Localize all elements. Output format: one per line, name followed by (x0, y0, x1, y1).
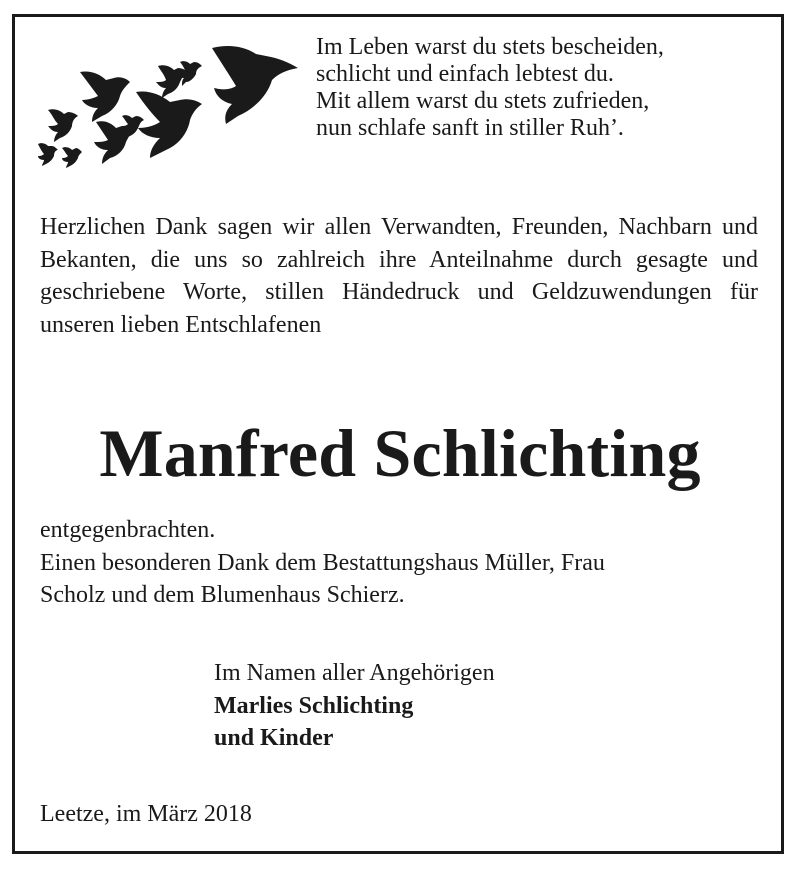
bird-icon (48, 109, 78, 142)
flying-birds-icon (30, 40, 305, 170)
signature-block (214, 657, 714, 755)
closing-line: entgegenbrachten. (40, 517, 216, 543)
thanks-paragraph: Herzlichen Dank sagen wir allen Verwandten, Freunden, Nachbarn und Bekanten, die uns so zahlreich ihre Anteilnahme durch gesagte und geschriebene Worte, stillen Händedruck und Geldzuwendungen für unseren lieben Entschlafenen (40, 214, 758, 338)
signature-name: Marlies Schlichting (214, 692, 414, 719)
poem-line: schlicht und einfach lebtest du. (316, 61, 614, 87)
poem (316, 34, 776, 142)
deceased-name: Manfred Schlichting (99, 415, 701, 491)
signature-family: und Kinder (214, 725, 334, 751)
bird-icon (212, 46, 298, 124)
bird-icon (38, 143, 58, 166)
place-date: Leetze, im März 2018 (40, 801, 252, 827)
bird-icon (136, 91, 202, 158)
closing-line: Einen besonderen Dank dem Bestattungshaus Müller, Frau (40, 549, 605, 576)
bird-icon (62, 147, 82, 168)
bird-icon (80, 71, 130, 122)
poem-line: Mit allem warst du stets zufrieden, (316, 88, 650, 114)
closing-line: Scholz und dem Blumenhaus Schierz. (40, 582, 405, 608)
closing-paragraph (40, 514, 770, 612)
poem-line: Im Leben warst du stets bescheiden, (316, 34, 664, 60)
poem-line: nun schlafe sanft in stiller Ruh’. (316, 115, 624, 141)
signature-intro: Im Namen aller Angehörigen (214, 660, 495, 686)
